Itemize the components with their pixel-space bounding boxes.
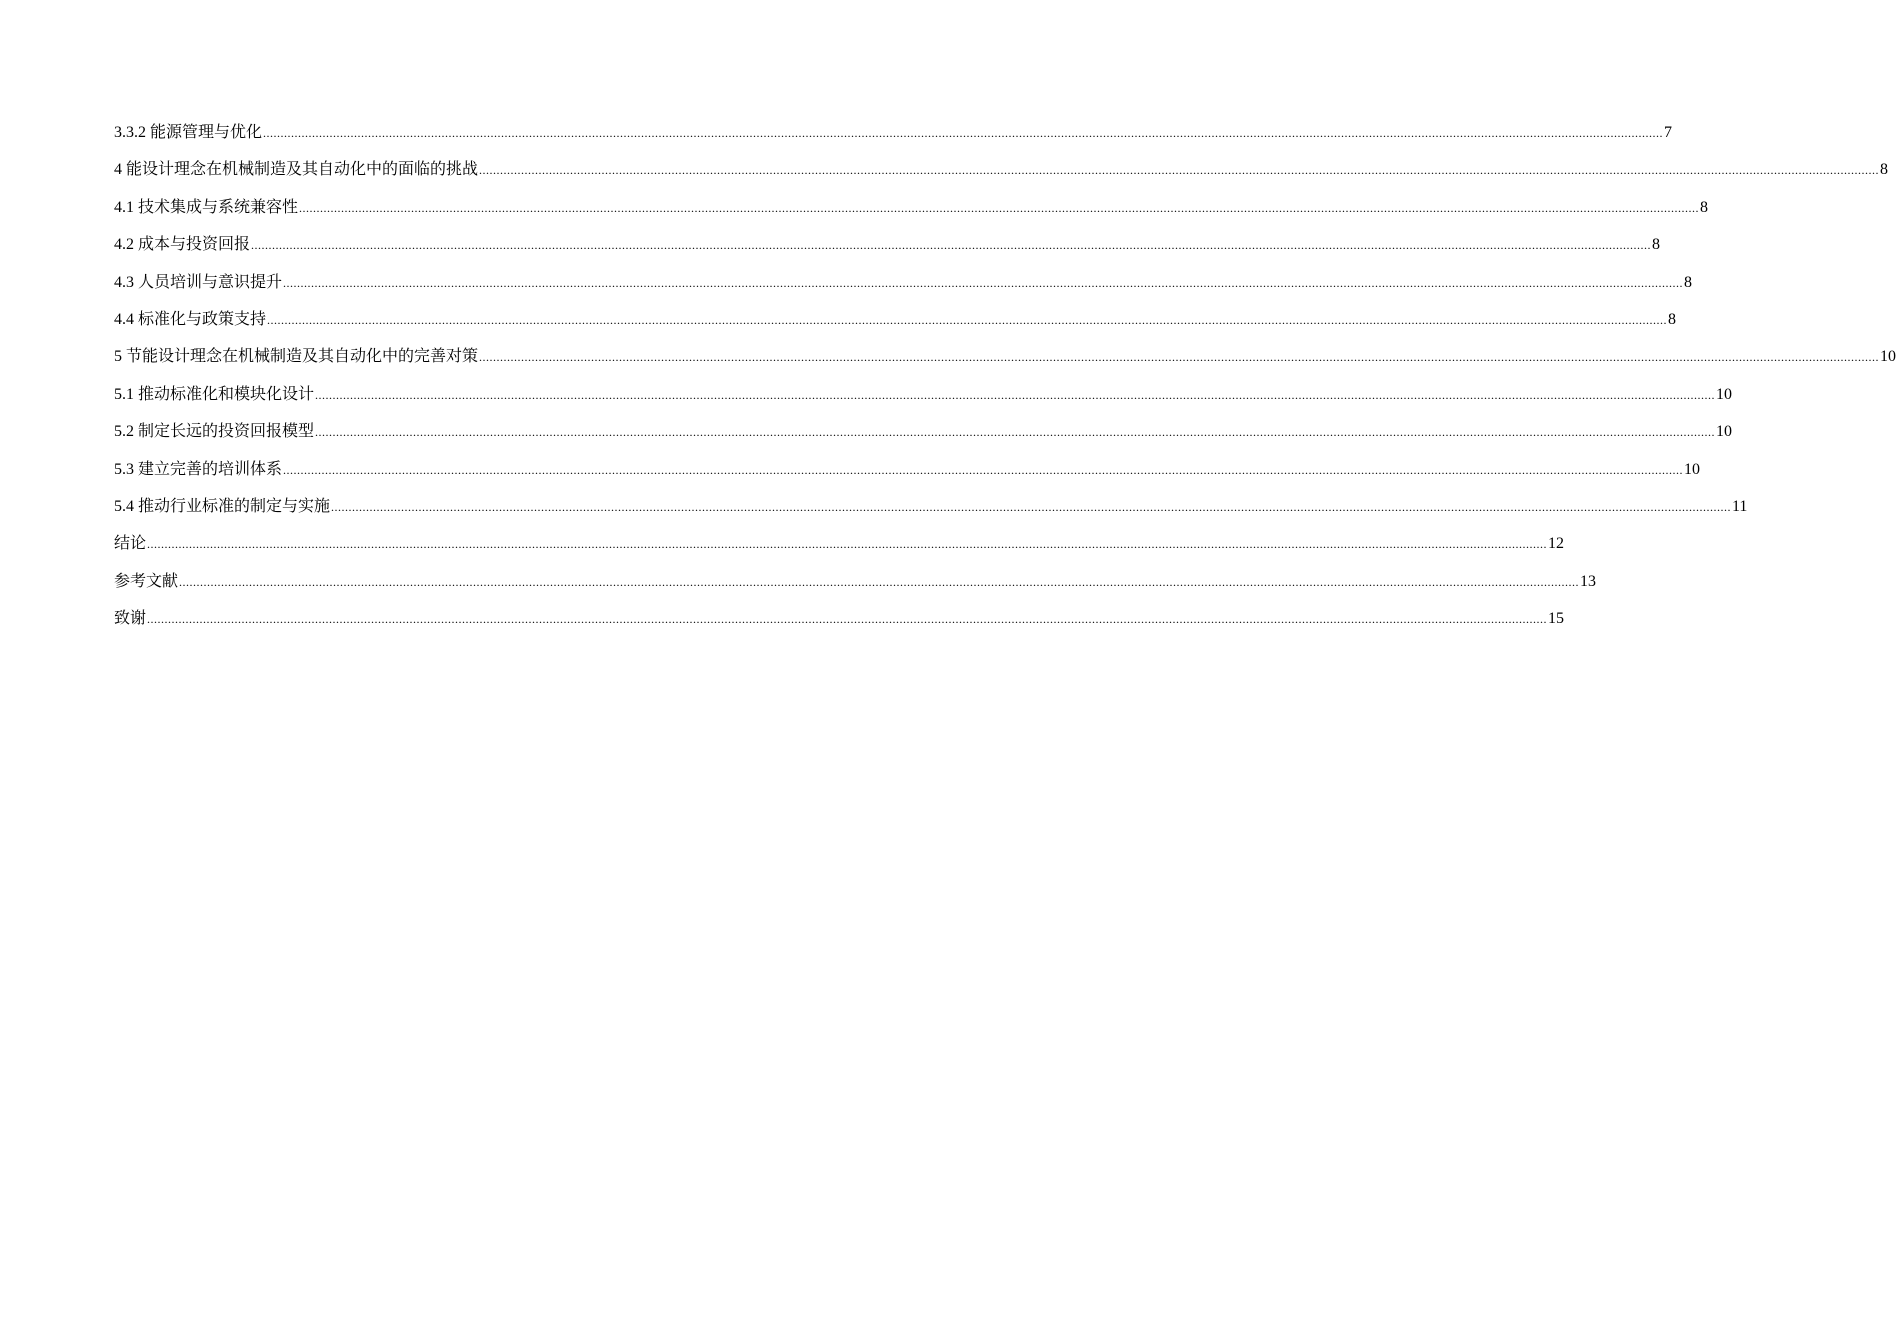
toc-entry[interactable] [114, 233, 1661, 270]
toc-entry[interactable] [114, 607, 1565, 644]
table-of-contents [114, 121, 1896, 644]
toc-entry-page: 13 [1580, 572, 1597, 590]
toc-entry-title: 5.4 推动行业标准的制定与实施 [114, 497, 331, 515]
toc-entry-title: 4.3 人员培训与意识提升 [114, 273, 283, 291]
toc-dot-leader: ................................................................................................................................................................................................................................................................................................................................................................................................................ [315, 425, 1716, 440]
toc-entry-title: 5.1 推动标准化和模块化设计 [114, 385, 315, 403]
toc-entry-title: 4.2 成本与投资回报 [114, 236, 251, 254]
toc-entry-page: 7 [1664, 124, 1673, 141]
toc-entry-page: 8 [1684, 273, 1693, 291]
toc-entry-title: 5.2 制定长远的投资回报模型 [114, 423, 315, 441]
toc-entry-title: 5.3 建立完善的培训体系 [114, 460, 283, 478]
toc-dot-leader: ................................................................................................................................................................................................................................................................................................................................................................................................................ [331, 499, 1732, 514]
toc-entry-page: 10 [1716, 385, 1733, 403]
toc-dot-leader: ................................................................................................................................................................................................................................................................................................................................................................................................................ [267, 312, 1668, 327]
toc-dot-leader: ................................................................................................................................................................................................................................................................................................................................................................................................................ [479, 350, 1880, 365]
toc-entry-title: 5 节能设计理念在机械制造及其自动化中的完善对策 [114, 348, 479, 366]
toc-entry-page: 8 [1668, 310, 1677, 328]
toc-entry[interactable] [114, 532, 1565, 569]
toc-entry[interactable] [114, 308, 1677, 345]
toc-entry[interactable] [114, 495, 1748, 532]
toc-entry-title: 结论 [114, 535, 147, 553]
toc-dot-leader: ................................................................................................................................................................................................................................................................................................................................................................................................................ [263, 126, 1664, 140]
toc-entry-title: 致谢 [114, 610, 147, 628]
toc-entry[interactable] [114, 458, 1701, 495]
toc-entry-page: 10 [1684, 460, 1701, 478]
toc-entry[interactable] [114, 383, 1733, 420]
toc-entry[interactable] [114, 196, 1709, 233]
toc-entry-page: 12 [1548, 535, 1565, 553]
toc-entry-title: 4.4 标准化与政策支持 [114, 310, 267, 328]
toc-entry-page: 15 [1548, 610, 1565, 628]
toc-entry-page: 8 [1880, 161, 1889, 179]
toc-entry-page: 11 [1732, 497, 1748, 515]
toc-entry[interactable] [114, 570, 1597, 607]
toc-entry[interactable] [114, 420, 1733, 457]
toc-entry[interactable] [114, 271, 1693, 308]
toc-dot-leader: ................................................................................................................................................................................................................................................................................................................................................................................................................ [251, 238, 1652, 253]
toc-entry-title: 4 能设计理念在机械制造及其自动化中的面临的挑战 [114, 161, 479, 179]
toc-entry[interactable] [114, 121, 1673, 158]
toc-entry[interactable] [114, 158, 1889, 195]
toc-dot-leader: ................................................................................................................................................................................................................................................................................................................................................................................................................ [283, 462, 1684, 477]
toc-entry-title: 3.3.2 能源管理与优化 [114, 124, 263, 141]
toc-entry-title: 参考文献 [114, 572, 179, 590]
toc-dot-leader: ................................................................................................................................................................................................................................................................................................................................................................................................................ [147, 537, 1548, 552]
toc-entry-title: 4.1 技术集成与系统兼容性 [114, 198, 299, 216]
toc-dot-leader: ................................................................................................................................................................................................................................................................................................................................................................................................................ [479, 163, 1880, 178]
toc-entry[interactable] [114, 345, 1896, 382]
toc-dot-leader: ................................................................................................................................................................................................................................................................................................................................................................................................................ [299, 200, 1700, 215]
toc-entry-page: 8 [1652, 236, 1661, 254]
toc-dot-leader: ................................................................................................................................................................................................................................................................................................................................................................................................................ [147, 612, 1548, 627]
toc-dot-leader: ................................................................................................................................................................................................................................................................................................................................................................................................................ [315, 387, 1716, 402]
toc-entry-page: 8 [1700, 198, 1709, 216]
toc-entry-page: 10 [1880, 348, 1896, 366]
toc-dot-leader: ................................................................................................................................................................................................................................................................................................................................................................................................................ [179, 574, 1580, 589]
toc-entry-page: 10 [1716, 423, 1733, 441]
toc-dot-leader: ................................................................................................................................................................................................................................................................................................................................................................................................................ [283, 275, 1684, 290]
